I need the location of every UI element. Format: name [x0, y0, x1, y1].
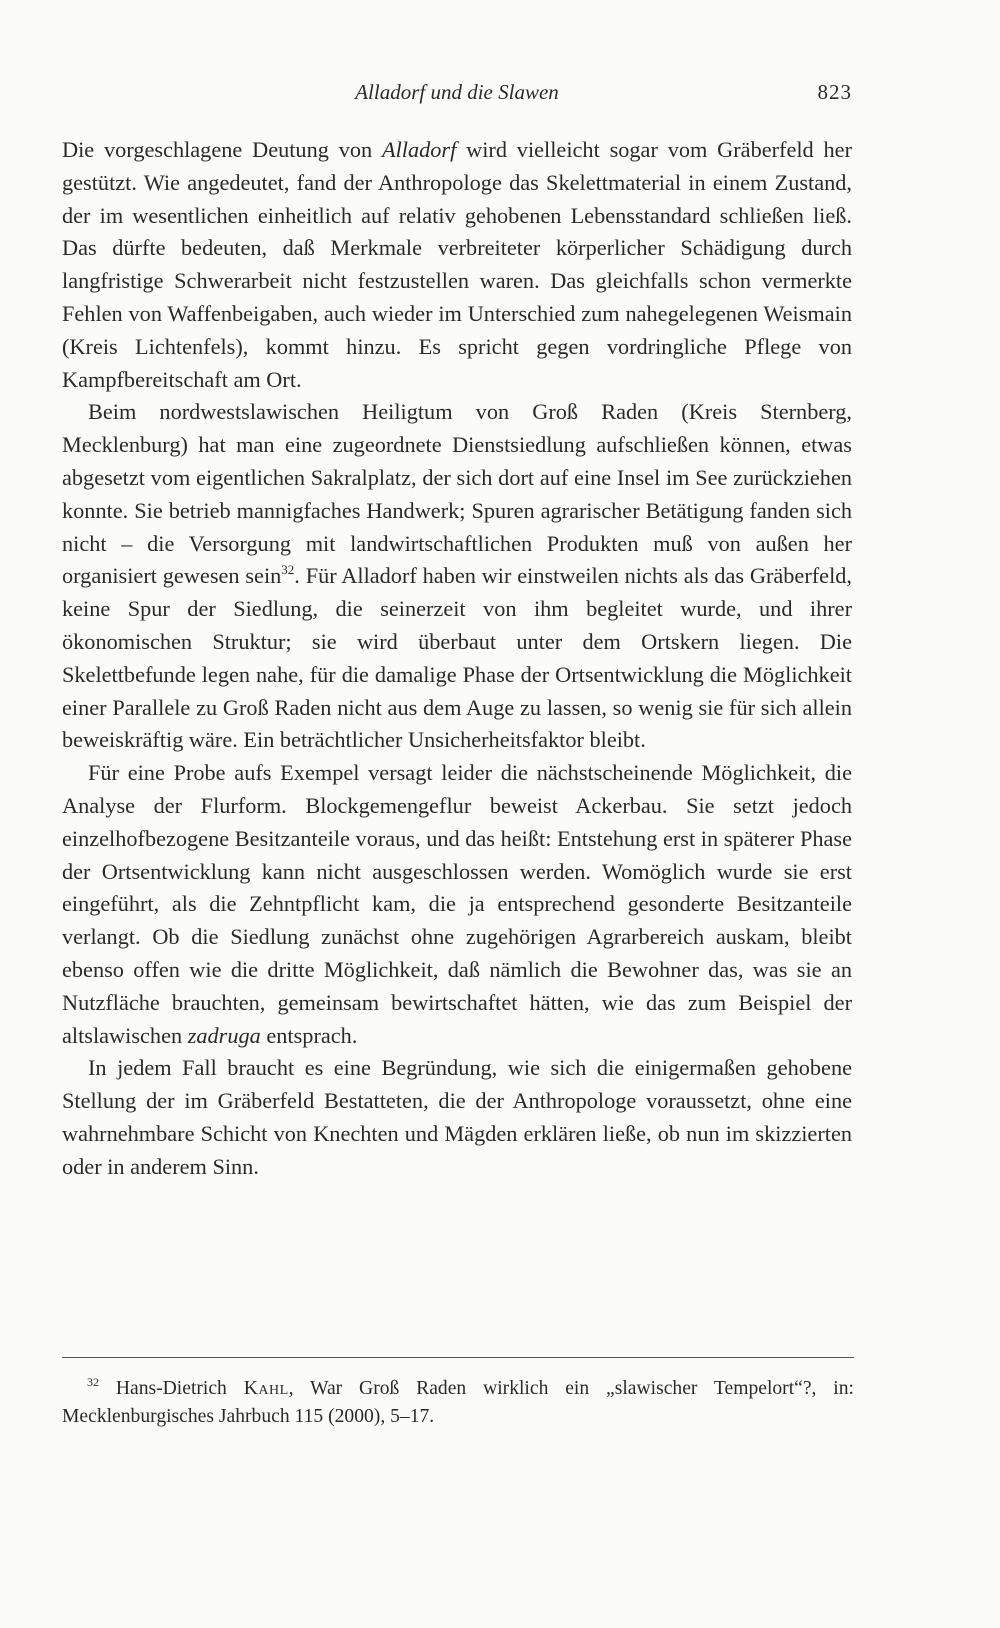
- body-text: [62, 134, 852, 1184]
- paragraph-2: [62, 396, 852, 757]
- footnote-32: [62, 1375, 854, 1431]
- footnote-number: 32: [87, 1375, 99, 1389]
- paragraph-3: [62, 757, 852, 1052]
- paragraph-1-text-a: Die vorgeschlagene Deutung von: [62, 137, 382, 162]
- footnote-reference-32: 32: [281, 562, 295, 578]
- paragraph-1-italic-alladorf: Alladorf: [381, 137, 457, 162]
- footnotes: [62, 1375, 854, 1431]
- page-number: 823: [817, 80, 852, 104]
- footnote-author-first: Hans-Dietrich: [99, 1378, 244, 1399]
- running-head: [62, 80, 852, 110]
- footnote-author-last: Kahl: [243, 1378, 289, 1399]
- running-title: Alladorf und die Slawen: [355, 80, 559, 104]
- paragraph-4-text-a: In jedem Fall braucht es eine Begründung, wie sich die einigermaßen gehobene Stellung der im Gräberfeld Bestatteten, die der Anthropologe voraussetzt, ohne eine wahrnehmbare Schicht von Knechten und Mägden erklären ließe, ob nun im skizzierten oder in anderem Sinn.: [62, 1055, 852, 1179]
- paragraph-1-text-c: wird vielleicht sogar vom Gräberfeld her gestützt. Wie angedeutet, fand der Anthropologe das Skelettmaterial in einem Zustand, der im wesentlichen einheitlich auf relativ gehobenen Lebensstandard schließen ließ. Das dürfte bedeuten, daß Merkmale verbreiteter körperlicher Schädigung durch langfristige Schwerarbeit nicht festzustellen waren. Das gleichfalls schon vermerkte Fehlen von Waffenbeigaben, auch wieder im Unterschied zum nahegelegenen Weismain (Kreis Lichtenfels), kommt hinzu. Es spricht gegen vordringliche Pflege von Kampfbereitschaft am Ort.: [62, 137, 852, 392]
- paragraph-4: [62, 1052, 852, 1183]
- paragraph-3-text-a: Für eine Probe aufs Exempel versagt leider die nächstscheinende Möglichkeit, die Analyse der Flurform. Blockgemengeflur beweist Ackerbau. Sie setzt jedoch einzelhofbezogene Besitzanteile voraus, und das heißt: Entstehung erst in späterer Phase der Ortsentwicklung kann nicht ausgeschlossen werden. Womöglich wurde sie erst eingeführt, als die Zehntpflicht kam, die ja entsprechend gesonderte Besitzanteile verlangt. Ob die Siedlung zunächst ohne zugehörigen Agrarbereich auskam, bleibt ebenso offen wie die dritte Möglichkeit, daß nämlich die Bewohner das, was sie an Nutzfläche brauchten, gemeinsam bewirtschaftet hätten, wie das zum Beispiel der altslawischen: [62, 760, 852, 1048]
- paragraph-2-text-b: . Für Alladorf haben wir einstweilen nichts als das Gräberfeld, keine Spur der Siedlung, die seinerzeit von ihm begleitet wurde, und ihrer ökonomischen Struktur; sie wird überbaut unter dem Ortskern liegen. Die Skelettbefunde legen nahe, für die damalige Phase der Ortsentwicklung die Möglichkeit einer Parallele zu Groß Raden nicht aus dem Auge zu lassen, so wenig sie für sich allein beweiskräftig wäre. Ein beträchtlicher Unsicherheitsfaktor bleibt.: [62, 563, 852, 753]
- paragraph-1: [62, 134, 852, 396]
- paragraph-3-text-c: entsprach.: [260, 1022, 358, 1048]
- footnote-text: , War Groß Raden wirklich ein „slawischer Tempelort“?, in: Mecklenburgisches Jahrbuch 115 (2000), 5–17.: [62, 1378, 854, 1427]
- footnote-divider: [62, 1357, 854, 1358]
- paragraph-3-italic-zadruga: zadruga: [187, 1022, 261, 1048]
- paragraph-2-text-a: Beim nordwestslawischen Heiligtum von Groß Raden (Kreis Sternberg, Mecklenburg) hat man eine zugeordnete Dienstsiedlung aufschließen können, etwas abgesetzt vom eigentlichen Sakralplatz, der sich dort auf eine Insel im See zurückziehen konnte. Sie betrieb mannigfaches Handwerk; Spuren agrarischer Betätigung fanden sich nicht – die Versorgung mit landwirtschaftlichen Produkten muß von außen her organisiert gewesen sein: [62, 399, 852, 589]
